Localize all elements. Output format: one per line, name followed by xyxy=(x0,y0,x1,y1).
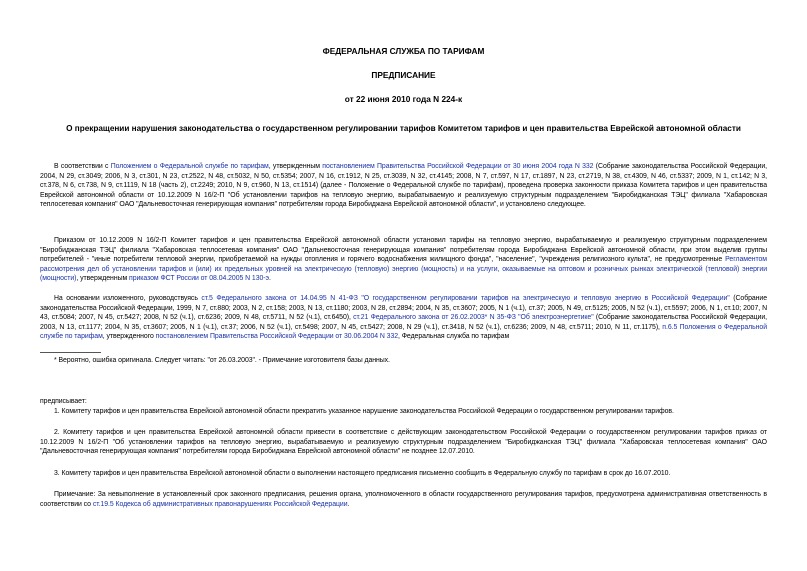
link-fst-regulation[interactable]: Положением о Федеральной службе по тарифам xyxy=(110,163,269,170)
link-admin-code-19-5[interactable]: ст.19.5 Кодекса об административных правонарушениях Российской Федерации xyxy=(92,500,348,508)
text: , утвержденным xyxy=(268,163,323,170)
paragraph-preamble xyxy=(40,162,767,210)
prescription-item-2: 2. Комитету тарифов и цен правительства Еврейской автономной области привести в соответствие с действующим законодательством Российской Федерации о государственном регулировании тарифов приказ от 10.12.2009 N 16/2-П "Об установлении тарифов на тепловую энергию, вырабатываемую и реализуемую структурным подразделением "Биробиджанская ТЭЦ" филиала "Хабаровская теплосетевая компания" ОАО "Дальневосточная генерирующая компания" потребителям города Биробиджана Еврейской автономной области" не позднее 12.07.2010. xyxy=(40,429,767,456)
document-title: О прекращении нарушения законодательства о государственном регулировании тарифов Комитетом тарифов и цен правительства Еврейской автономной области xyxy=(66,124,741,133)
link-government-decree-332[interactable]: постановлением Правительства Российской Федерации от 30 июня 2004 года N 332 xyxy=(322,163,594,170)
prescription-item-3: 3. Комитету тарифов и цен правительства Еврейской автономной области о выполнении настоящего предписания письменно сообщить в Федеральную службу по тарифам в срок до 16.07.2010. xyxy=(54,470,671,477)
link-government-decree-332-2004[interactable]: постановлением Правительства Российской Федерации от 30.06.2004 N 332 xyxy=(155,333,399,341)
text: . xyxy=(347,500,350,508)
text: В соответствии с xyxy=(54,163,111,170)
paragraph-order-description xyxy=(40,236,767,284)
link-federal-law-35fz[interactable]: ст.21 Федерального закона от 26.02.2003* N 35-ФЗ "Об электроэнергетике" xyxy=(353,314,594,322)
text: Приказом от 10.12.2009 N 16/2-П Комитет тарифов и цен правительства Еврейской автономной области установил тарифы на тепловую энергию, вырабатываемую и реализуемую структурным подразделением "Биробиджанская ТЭЦ" филиала "Хабаровская теплосетевая компания" ОАО "Дальневосточная генерирующая компания" потребителям города Биробиджана Еврейской автономной области, при этом выделив группы потребителей - "иные потребители тепловой энергии, приобретаемой на нужды отопления и горячего водоснабжения жилищного фонда", "население", "учреждения религиозного культа", не предусмотренные xyxy=(40,237,767,264)
text: . xyxy=(268,275,271,283)
liability-note xyxy=(40,490,767,509)
link-fst-regulation-6-5[interactable]: п.6.5 Положения о Федеральной службе по тарифам xyxy=(40,323,767,341)
document-date-number: от 22 июня 2010 года N 224-к xyxy=(344,94,463,104)
prescribes-label: предписывает: xyxy=(40,398,87,405)
footnote-divider xyxy=(40,352,101,353)
text: (Собрание законодательства Российской Федерации, 2003, N 13, ст.1177; 2004, N 35, ст.3607; 2005, N 1 (ч.1), ст.37; 2006, N 52 (ч.1), ст.5498; 2007, N 45, ст.5427; 2008, N 29 (ч.1), ст.3418, N 52 (ч.1), ст.6236; 2009, N 48, ст.5711; 2010, N 11, ст.1175), xyxy=(40,314,768,331)
text: Примечание: За невыполнение в установленный срок законного предписания, решения органа, уполномоченного в области государственного регулирования тарифов, предусмотрена административная ответственность в соответствии со xyxy=(40,491,767,508)
footnote: * Вероятно, ошибка оригинала. Следует читать: "от 26.03.2003". - Примечание изготовителя базы данных. xyxy=(54,357,390,364)
text: , утвержденным xyxy=(76,275,130,283)
link-fst-order-130e[interactable]: приказом ФСТ России от 08.04.2005 N 130-э xyxy=(129,275,269,283)
link-federal-law-41fz[interactable]: ст.5 Федерального закона от 14.04.95 N 41-ФЗ "О государственном регулировании тарифов на электрическую и тепловую энергию в Российской Федерации" xyxy=(201,295,730,302)
link-tariff-regulation-rules[interactable]: Регламентом рассмотрения дел об установлении тарифов и (или) их предельных уровней на электрическую (тепловую) энергию (мощность) и на услуги, оказываемые на оптовом и розничных рынках электрической (тепловой) энергии (мощности) xyxy=(40,256,767,283)
document-type-heading: ПРЕДПИСАНИЕ xyxy=(371,70,436,80)
text: На основании изложенного, руководствуясь xyxy=(54,295,202,302)
paragraph-legal-basis xyxy=(40,294,767,342)
text: , утвержденного xyxy=(102,333,156,341)
text: (Собрание законодательства Российской Федерации, 2004, N 29, ст.3049; 2006, N 3, ст.301, N 23, ст.2522, N 48, ст.5032, N 50, ст.5354; 2007, N 16, ст.1912, N 25, ст.3039, N 32, ст.4145; 2008, N 7, ст.597, N 17, ст.1897, N 23, ст.2719, N 38, ст.4309, N 46, ст.5337; 2009, N 1, ст.142; N 3, ст.378, N 6, ст.738, N 9, ст.1119, N 18 (часть 2), ст.2249; 2010, N 9, ст.960, N 13, ст.1514) (далее - Положение о Федеральной службе по тарифам), проведена проверка законности приказа Комитета тарифов и цен правительства Еврейской автономной области от 10.12.2009 N 16/2-П "Об установлении тарифов на тепловую энергию, вырабатываемую и реализуемую структурным подразделением "Биробиджанская ТЭЦ" филиала "Хабаровская теплосетевая компания" ОАО "Дальневосточная генерирующая компания" потребителям города Биробиджана Еврейской автономной области", и установлено следующее. xyxy=(40,163,768,209)
text: , Федеральная служба по тарифам xyxy=(398,333,510,341)
prescription-item-1: 1. Комитету тарифов и цен правительства Еврейской автономной области прекратить указанное нарушение законодательства Российской Федерации о государственном регулировании тарифов. xyxy=(54,408,674,415)
text: (Собрание законодательства Российской Федерации, 1999, N 7, ст.880; 2003, N 2, ст.158; 2003, N 13, ст.1180; 2003, N 28, ст.2894; 2004, N 35, ст.3607; 2005, N 1 (ч.1), ст.37; 2005, N 49, ст.5125; 2005, N 52 (ч.1), ст.5597; 2006, N 1, ст.10; 2007, N 43, ст.5084; 2007, N 45, ст.5427; 2008, N 52 (ч.1), ст.6236; 2009, N 48, ст.5711, N 52 (ч.1), ст.6450), xyxy=(40,295,768,322)
agency-heading: ФЕДЕРАЛЬНАЯ СЛУЖБА ПО ТАРИФАМ xyxy=(322,46,485,56)
